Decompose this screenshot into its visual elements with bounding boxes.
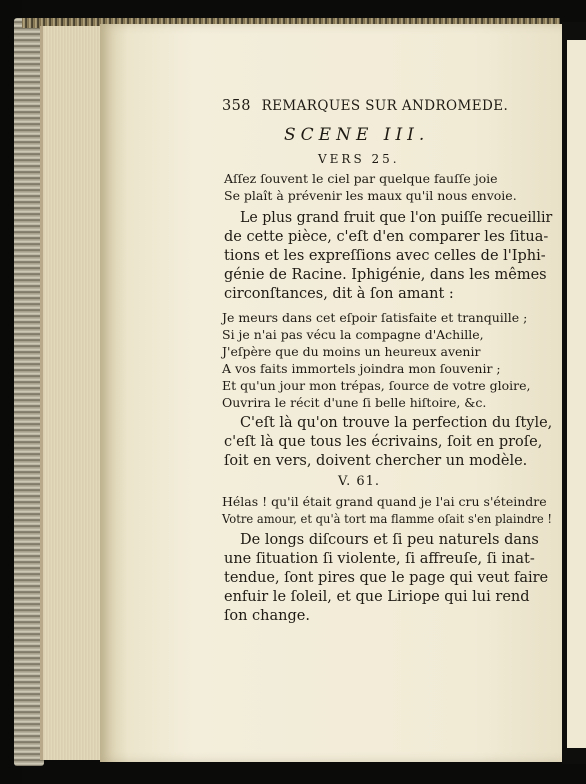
quote-line: Si je n'ai pas vécu la compagne d'Achille, xyxy=(222,327,484,342)
paragraph-line: tions et les expreſſions avec celles de l'Iphi- xyxy=(224,248,546,264)
paragraph-line: une ſituation ſi violente, ſi affreuſe, ſi inat- xyxy=(224,551,535,567)
paragraph-line: de cette pièce, c'eſt d'en comparer les ſitua- xyxy=(224,229,549,245)
paragraph-line: tendue, ſont pires que le page qui veut faire xyxy=(224,570,549,586)
paragraph-line: ſoit en vers, doivent chercher un modèle. xyxy=(224,453,528,469)
quote-line: Hélas ! qu'il était grand quand je l'ai cru s'éteindre xyxy=(222,494,547,509)
paragraph-line: Le plus grand fruit que l'on puiſſe recueillir xyxy=(240,210,553,226)
verse-reference: VERS 25. xyxy=(318,152,400,166)
quote-line: Aſſez ſouvent le ciel par quelque fauſſe joie xyxy=(224,171,498,186)
paragraph-line: circonſtances, dit à ſon amant : xyxy=(224,286,454,302)
scene-title: SCENE III. xyxy=(284,125,430,145)
paragraph-line: enfuir le ſoleil, et que Liriope qui lui rend xyxy=(224,589,530,605)
paragraph-line: C'eſt là qu'on trouve la perfection du ſtyle, xyxy=(240,415,553,431)
quote-line: Et qu'un jour mon trépas, ſource de votre gloire, xyxy=(222,378,531,393)
quote-line: Se plaît à prévenir les maux qu'il nous envoie. xyxy=(224,188,517,203)
running-header xyxy=(222,98,508,114)
running-head-title: REMARQUES SUR ANDROMEDE. xyxy=(261,98,509,114)
paragraph-line: génie de Racine. Iphigénie, dans les mêmes xyxy=(224,267,547,283)
paragraph-line: c'eſt là que tous les écrivains, ſoit en proſe, xyxy=(224,434,543,450)
quote-line: A vos faits immortels joindra mon ſouvenir ; xyxy=(222,361,501,376)
paragraph-line: De longs diſcours et ſi peu naturels dans xyxy=(240,532,539,548)
page-number: 358 xyxy=(222,98,251,114)
quote-line: J'eſpère que du moins un heureux avenir xyxy=(222,344,481,359)
quote-line: Je meurs dans cet eſpoir ſatisfaite et tranquille ; xyxy=(222,310,528,325)
paragraph-line: ſon change. xyxy=(224,608,310,624)
verse-reference: V. 61. xyxy=(338,474,381,489)
quote-line: Ouvrira le récit d'une ſi belle hiſtoire, &c. xyxy=(222,395,487,410)
quote-line: Votre amour, et qu'à tort ma flamme oſait s'en plaindre ! xyxy=(222,511,553,526)
